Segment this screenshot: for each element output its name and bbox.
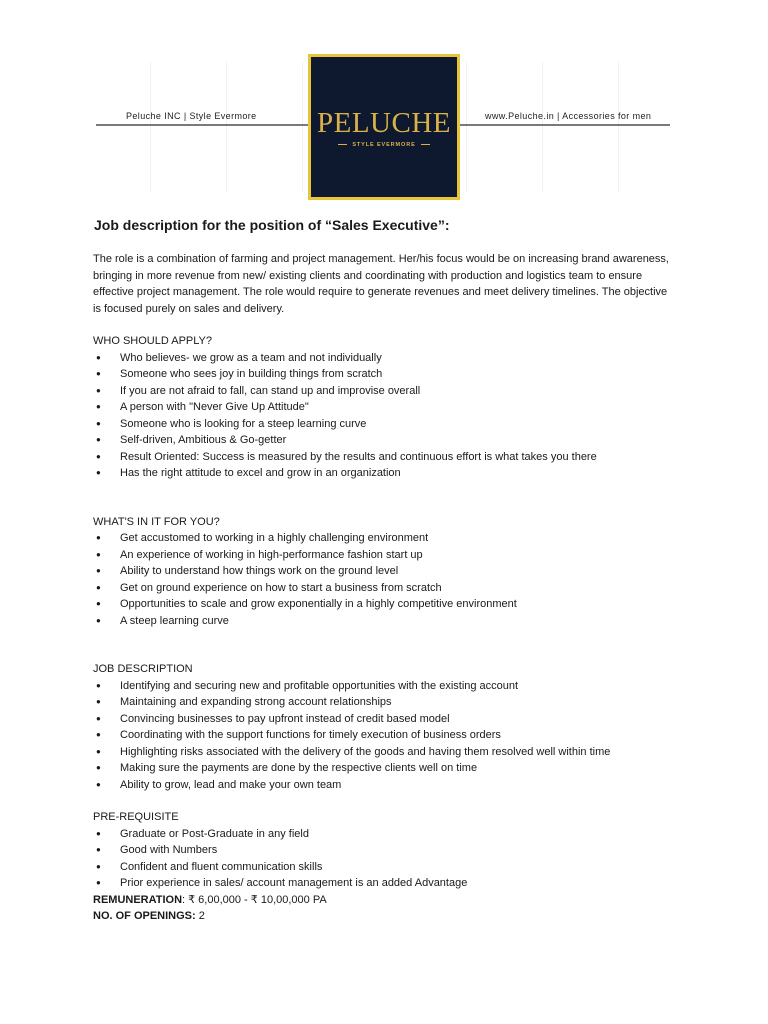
list-item: ● Who believes- we grow as a team and not individually <box>93 350 673 367</box>
list-item: ● If you are not afraid to fall, can stand up and improvise overall <box>93 383 673 400</box>
list-item: ● Coordinating with the support functions for timely execution of business orders <box>93 727 673 744</box>
section-whats-in-it <box>93 514 673 630</box>
list-item: ● Ability to understand how things work on the ground level <box>93 563 673 580</box>
list-item: ● Graduate or Post-Graduate in any field <box>93 826 673 843</box>
openings-value: 2 <box>195 910 205 922</box>
header-faint-divider <box>302 62 303 192</box>
remuneration-value: : ₹ 6,00,000 - ₹ 10,00,000 PA <box>182 893 327 906</box>
bullet-list <box>93 678 673 794</box>
logo-tagline <box>338 142 429 148</box>
page-title: Job description for the position of “Sales Executive”: <box>94 217 450 233</box>
list-item: ● Someone who is looking for a steep learning curve <box>93 416 673 433</box>
section-job-description <box>93 661 673 793</box>
header-faint-divider <box>150 62 151 192</box>
logo-tagline-rule <box>421 144 430 145</box>
list-item: ● Someone who sees joy in building things from scratch <box>93 366 673 383</box>
list-item: ● Prior experience in sales/ account management is an added Advantage <box>93 875 673 892</box>
list-item: ● Maintaining and expanding strong account relationships <box>93 694 673 711</box>
remuneration-line <box>93 892 673 909</box>
list-item: ● Self-driven, Ambitious & Go-getter <box>93 432 673 449</box>
section-title: WHAT'S IN IT FOR YOU? <box>93 515 220 528</box>
list-item: ● Making sure the payments are done by the respective clients well on time <box>93 760 673 777</box>
header-company-text: Peluche INC | Style Evermore <box>126 111 257 121</box>
section-title: PRE-REQUISITE <box>93 811 179 823</box>
list-item: ● Good with Numbers <box>93 842 673 859</box>
logo-tagline-text: STYLE EVERMORE <box>352 141 416 148</box>
bullet-list <box>93 350 673 482</box>
list-item: ● Identifying and securing new and profitable opportunities with the existing account <box>93 678 673 695</box>
header-faint-divider <box>542 62 543 192</box>
peluche-logo <box>308 54 460 200</box>
logo-wordmark: PELUCHE <box>317 106 451 139</box>
list-item: ● Convincing businesses to pay upfront instead of credit based model <box>93 711 673 728</box>
intro-paragraph: The role is a combination of farming and project management. Her/his focus would be on increasing brand awareness, bringing in more revenue from new/ existing clients and coordinating with production and logistics team to ensure effective project management. The role would require to generate revenues and meet delivery timelines. The objective is focused purely on sales and delivery. <box>93 253 669 315</box>
list-item: ● Confident and fluent communication skills <box>93 859 673 876</box>
header-faint-divider <box>618 62 619 192</box>
bullet-list <box>93 530 673 629</box>
list-item: ● A person with "Never Give Up Attitude" <box>93 399 673 416</box>
list-item: ● Highlighting risks associated with the delivery of the goods and having them resolved well within time <box>93 744 673 761</box>
list-item: ● A steep learning curve <box>93 613 673 630</box>
openings-line <box>93 908 673 925</box>
header-website-text: www.Peluche.in | Accessories for men <box>485 111 652 121</box>
section-title: JOB DESCRIPTION <box>93 663 193 675</box>
list-item: ● Result Oriented: Success is measured by the results and continuous effort is what takes you there <box>93 449 673 466</box>
list-item: ● Ability to grow, lead and make your own team <box>93 777 673 794</box>
list-item: ● Get on ground experience on how to start a business from scratch <box>93 580 673 597</box>
section-pre-requisite <box>93 809 673 892</box>
document-body <box>93 251 673 925</box>
header-faint-divider <box>466 62 467 192</box>
section-who-should-apply <box>93 333 673 482</box>
section-title: WHO SHOULD APPLY? <box>93 335 212 347</box>
openings-label: NO. OF OPENINGS: <box>93 910 196 922</box>
logo-tagline-rule <box>338 144 347 145</box>
header-faint-divider <box>226 62 227 192</box>
remuneration-label: REMUNERATION <box>93 893 183 906</box>
list-item: ● Opportunities to scale and grow exponentially in a highly competitive environment <box>93 596 673 613</box>
list-item: ● Get accustomed to working in a highly challenging environment <box>93 530 673 547</box>
list-item: ● An experience of working in high-performance fashion start up <box>93 547 673 564</box>
bullet-list <box>93 826 673 892</box>
list-item: ● Has the right attitude to excel and grow in an organization <box>93 465 673 482</box>
